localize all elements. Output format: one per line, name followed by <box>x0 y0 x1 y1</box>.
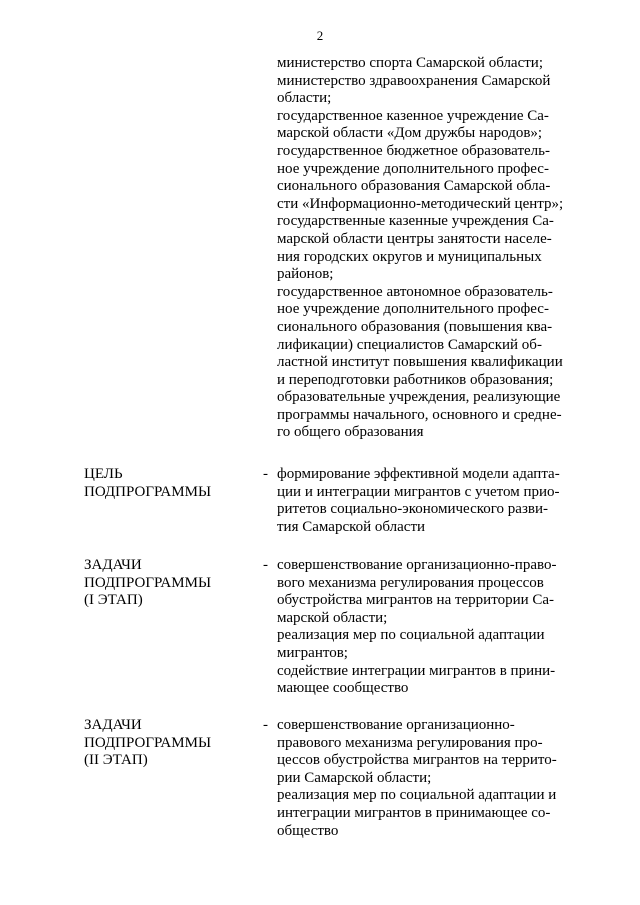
goal-text: формирование эффективной модели адапта- ции и интеграции мигрантов с учетом прио- ритетов социально-экономического разви- тия Самарской области <box>277 466 560 535</box>
page-number: 2 <box>316 28 324 43</box>
executors-line: районов; <box>277 266 334 283</box>
executors-line: сионального образования (повышения ква- <box>277 318 553 335</box>
executors-line: государственное казенное учреждение Са- <box>277 107 549 124</box>
executors-line: государственное бюджетное образователь- <box>277 142 550 159</box>
executors-line: государственное автономное образователь- <box>277 283 553 300</box>
executors-line: ластной институт повышения квалификации <box>277 354 563 371</box>
goal-label: ЦЕЛЬ ПОДПРОГРАММЫ <box>84 466 212 500</box>
executors-line: области; <box>277 90 332 107</box>
executors-line: ния городских округов и муниципальных <box>277 248 542 265</box>
tasks-stage-1-label: ЗАДАЧИ ПОДПРОГРАММЫ (I ЭТАП) <box>84 557 212 609</box>
executors-line: ное учреждение дополнительного профес- <box>277 301 549 318</box>
executors-line: сионального образования Самарской обла- <box>277 178 551 195</box>
executors-line: марской области центры занятости населе- <box>277 230 552 247</box>
tasks-stage-1-text: совершенствование организационно-право- вого механизма регулирования процессов обустройства мигрантов на территории Са- марской области; реализация мер по социальной адаптации мигрантов; содействие интеграции мигрантов в прини- мающее сообщество <box>277 557 557 697</box>
executors-line: образовательные учреждения, реализующие <box>277 389 561 406</box>
executors-line: государственные казенные учреждения Са- <box>277 213 554 230</box>
executors-line: министерство спорта Самарской области; <box>277 55 544 71</box>
dash-marker: - <box>263 717 268 733</box>
executors-list <box>277 55 569 442</box>
executors-line: ное учреждение дополнительного профес- <box>277 160 549 177</box>
executors-line: марской области «Дом дружбы народов»; <box>277 125 543 142</box>
tasks-stage-2-text: совершенствование организационно- правового механизма регулирования про- цессов обустройства мигрантов на террито- рии Самарской области; реализация мер по социальной адаптации и интеграции мигрантов в принимающее со- общество <box>277 717 557 839</box>
dash-marker: - <box>263 557 268 573</box>
executors-line: го общего образования <box>277 424 424 441</box>
tasks-stage-2-label: ЗАДАЧИ ПОДПРОГРАММЫ (II ЭТАП) <box>84 717 212 769</box>
executors-line: сти «Информационно-методический центр»; <box>277 195 564 212</box>
executors-line: министерство здравоохранения Самарской <box>277 72 551 89</box>
executors-line: и переподготовки работников образования; <box>277 371 554 388</box>
executors-line: лификации) специалистов Самарский об- <box>277 336 542 353</box>
executors-line: программы начального, основного и средне- <box>277 406 562 423</box>
dash-marker: - <box>263 466 268 482</box>
